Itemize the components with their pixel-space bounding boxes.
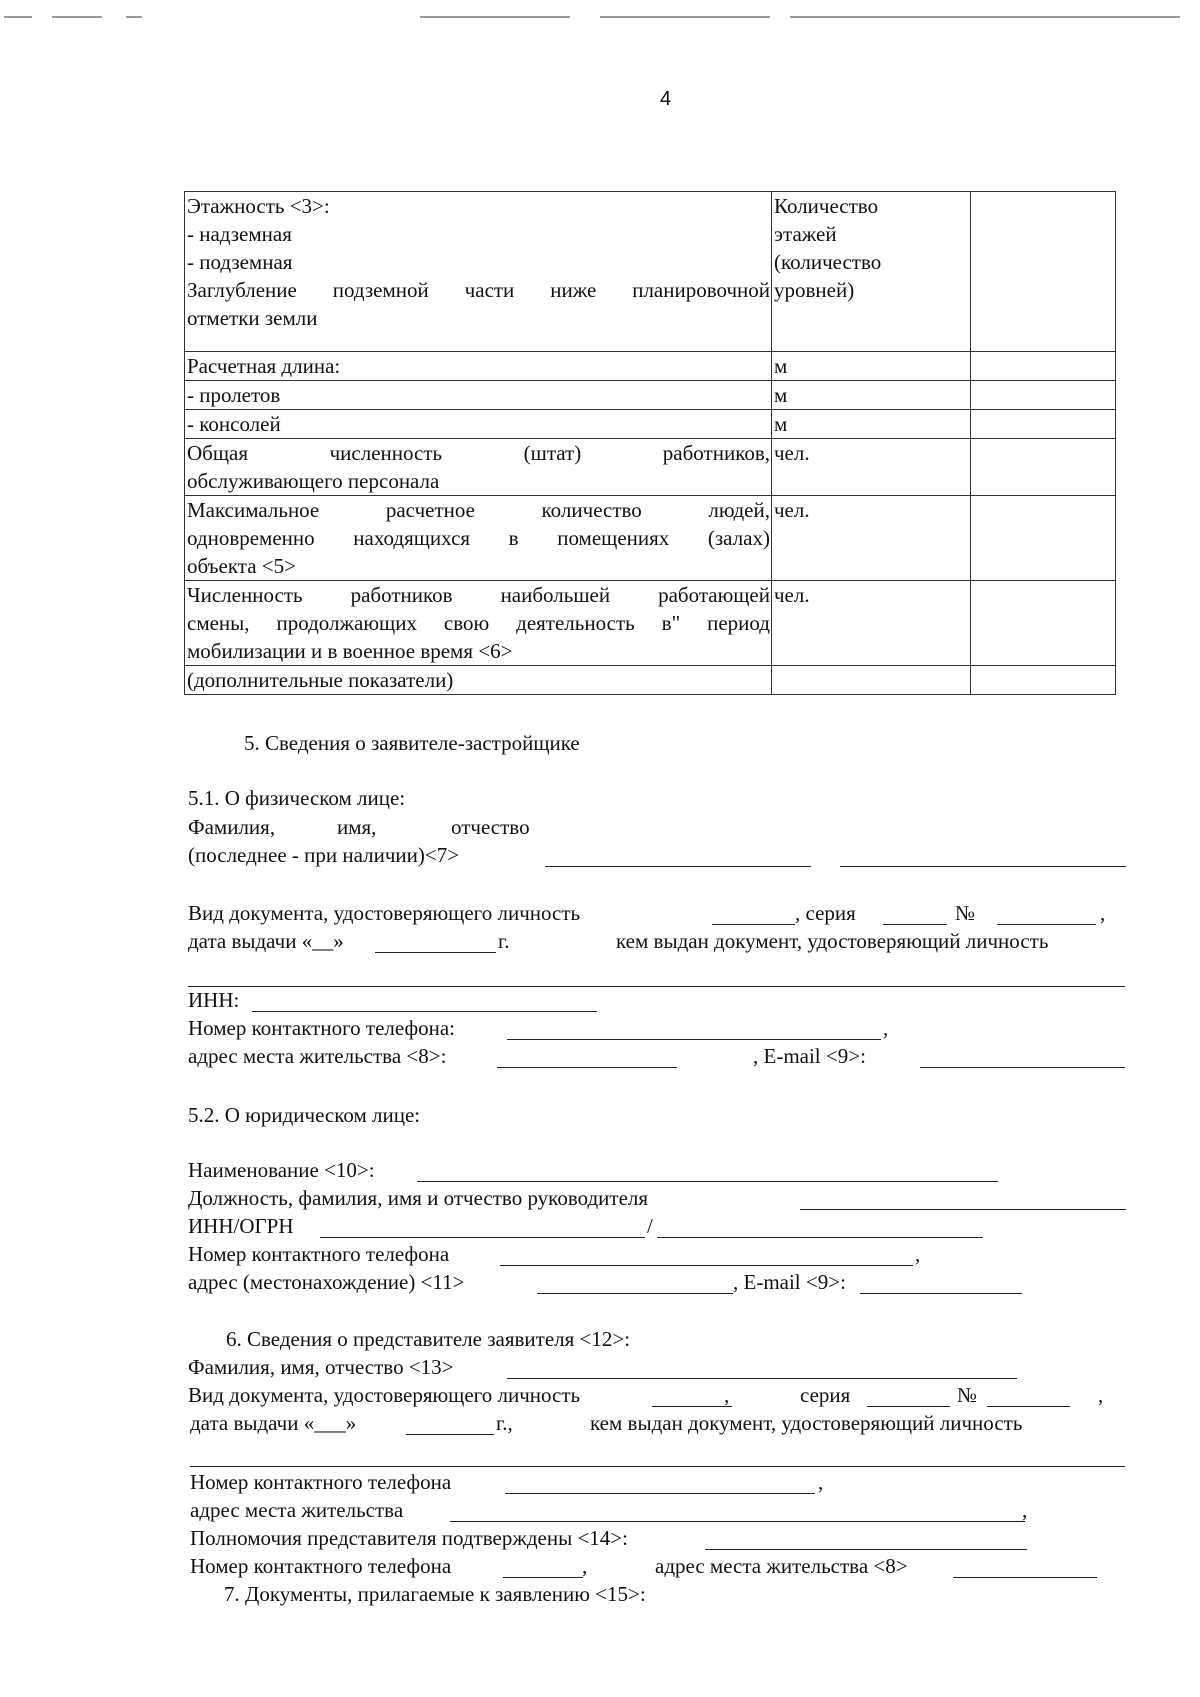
series-field[interactable] <box>883 924 947 925</box>
rep-phone2-label: Номер контактного телефона <box>190 1554 452 1578</box>
year-label: г. <box>498 929 510 953</box>
table-row <box>185 192 1116 352</box>
doc-type-label: Вид документа, удостоверяющего личность <box>188 901 581 925</box>
table-cell-unit <box>772 666 971 695</box>
rep-issue-date-field[interactable] <box>406 1434 494 1435</box>
fio-field-underline[interactable] <box>840 866 1126 867</box>
inn-field[interactable] <box>252 1011 597 1012</box>
page-number: 4 <box>660 88 672 110</box>
comma: , <box>915 1242 921 1266</box>
fio-label-note: (последнее - при наличии)<7> <box>188 843 460 867</box>
rep-authority-field[interactable] <box>705 1549 1027 1550</box>
org-address-field[interactable] <box>537 1293 733 1294</box>
doc-type-field[interactable] <box>712 924 795 925</box>
scan-artifact <box>0 16 1200 20</box>
table-cell-unit: м <box>772 352 971 381</box>
org-name-label: Наименование <10>: <box>188 1158 375 1182</box>
org-name-field[interactable] <box>417 1181 998 1182</box>
table-row <box>185 439 1116 496</box>
rep-number-field[interactable] <box>987 1406 1070 1407</box>
email-field[interactable] <box>920 1067 1125 1068</box>
inn-label: ИНН: <box>188 988 240 1012</box>
table-cell-value <box>971 381 1116 410</box>
address-field[interactable] <box>497 1067 677 1068</box>
table-cell-unit: чел. <box>772 581 971 666</box>
comma: , <box>1022 1498 1028 1522</box>
head-label: Должность, фамилия, имя и отчество руководителя <box>188 1186 649 1210</box>
section5-1-title: 5.1. О физическом лице: <box>188 786 406 810</box>
phone-field[interactable] <box>507 1039 881 1040</box>
inn-field[interactable] <box>320 1237 645 1238</box>
table-cell-label: Численность работников наибольшей работающей смены, продолжающих свою деятельность в" период мобилизации и в военное время <6> <box>185 581 772 666</box>
table-row <box>185 581 1116 666</box>
fio-label-word: Фамилия, <box>188 815 276 839</box>
comma: , <box>582 1554 588 1578</box>
table-cell-label: Расчетная длина: <box>185 352 772 381</box>
rep-issue-date-label: дата выдачи «___» <box>190 1411 357 1435</box>
rep-issued-by-label: кем выдан документ, удостоверяющий личность <box>590 1411 1023 1435</box>
rep-series-field[interactable] <box>867 1406 950 1407</box>
section6-title: 6. Сведения о представителе заявителя <12>: <box>226 1327 631 1351</box>
org-address-label: адрес (местонахождение) <11> <box>188 1270 465 1294</box>
comma: , <box>883 1016 889 1040</box>
table-row <box>185 410 1116 439</box>
rep-address-field[interactable] <box>450 1521 1025 1522</box>
org-phone-field[interactable] <box>500 1265 913 1266</box>
ogrn-field[interactable] <box>657 1237 983 1238</box>
table-cell-label: - консолей <box>185 410 772 439</box>
address-label: адрес места жительства <8>: <box>188 1044 447 1068</box>
table-cell-label: Этажность <3>: - надземная - подземная Заглубление подземной части ниже планировочной отметки земли <box>185 192 772 352</box>
fio-field-underline[interactable] <box>545 866 811 867</box>
series-label: , серия <box>795 901 856 925</box>
fio-label-word: имя, <box>337 815 377 839</box>
table-cell-label: Общая численность (штат) работников, обслуживающего персонала <box>185 439 772 496</box>
issue-date-label: дата выдачи «__» <box>188 929 344 953</box>
comma: , <box>818 1470 824 1494</box>
rep-authority-label: Полномочия представителя подтверждены <14>: <box>190 1526 628 1550</box>
rep-phone-field[interactable] <box>505 1493 815 1494</box>
rep-fio-field[interactable] <box>507 1378 1017 1379</box>
rep-series-label: серия <box>800 1383 851 1407</box>
table-cell-unit: чел. <box>772 439 971 496</box>
rep-address2-label: адрес места жительства <8> <box>655 1554 908 1578</box>
number-sign: № <box>955 901 976 925</box>
table-cell-value <box>971 410 1116 439</box>
org-email-field[interactable] <box>860 1293 1022 1294</box>
rep-address2-field[interactable] <box>953 1577 1097 1578</box>
section5-title: 5. Сведения о заявителе-застройщике <box>244 731 580 755</box>
rep-address-label: адрес места жительства <box>190 1498 404 1522</box>
email-label: , E-mail <9>: <box>753 1044 866 1068</box>
table-cell-value <box>971 192 1116 352</box>
slash: / <box>647 1214 653 1238</box>
org-phone-label: Номер контактного телефона <box>188 1242 450 1266</box>
rep-issued-by-field[interactable] <box>190 1466 1125 1467</box>
table-cell-label: (дополнительные показатели) <box>185 666 772 695</box>
table-cell-value <box>971 581 1116 666</box>
rep-phone2-field[interactable] <box>503 1577 583 1578</box>
org-email-label: , E-mail <9>: <box>733 1270 846 1294</box>
inn-ogrn-label: ИНН/ОГРН <box>188 1214 294 1238</box>
rep-phone-label: Номер контактного телефона <box>190 1470 452 1494</box>
section5-2-title: 5.2. О юридическом лице: <box>188 1103 421 1127</box>
table-cell-unit: чел. <box>772 496 971 581</box>
table-cell-value <box>971 666 1116 695</box>
issued-by-label: кем выдан документ, удостоверяющий личность <box>616 929 1049 953</box>
head-field[interactable] <box>800 1209 1126 1210</box>
table-cell-unit: м <box>772 381 971 410</box>
table-cell-value <box>971 496 1116 581</box>
table-cell-value <box>971 352 1116 381</box>
rep-doc-type-label: Вид документа, удостоверяющего личность <box>188 1383 581 1407</box>
table-row <box>185 352 1116 381</box>
section7-title: 7. Документы, прилагаемые к заявлению <15>: <box>224 1582 646 1606</box>
year-label: г., <box>496 1411 513 1435</box>
table-row <box>185 666 1116 695</box>
table-cell-unit: м <box>772 410 971 439</box>
fio-label-word: отчество <box>451 815 530 839</box>
table-cell-value <box>971 439 1116 496</box>
rep-fio-label: Фамилия, имя, отчество <13> <box>188 1355 454 1379</box>
table-row <box>185 381 1116 410</box>
number-field[interactable] <box>997 924 1096 925</box>
comma: , <box>1100 901 1106 925</box>
table-cell-label: - пролетов <box>185 381 772 410</box>
issued-by-field[interactable] <box>188 986 1125 987</box>
table-cell-unit: Количество этажей (количество уровней) <box>772 192 971 352</box>
table-row <box>185 496 1116 581</box>
number-sign: № <box>957 1383 978 1407</box>
phone-label: Номер контактного телефона: <box>188 1016 455 1040</box>
comma: , <box>1098 1383 1104 1407</box>
issue-date-field[interactable] <box>375 952 496 953</box>
rep-doc-type-field[interactable] <box>652 1406 732 1407</box>
table-cell-label: Максимальное расчетное количество людей, одновременно находящихся в помещениях (залах) объекта <5> <box>185 496 772 581</box>
parameters-table <box>184 191 1116 695</box>
comma: , <box>724 1383 730 1407</box>
